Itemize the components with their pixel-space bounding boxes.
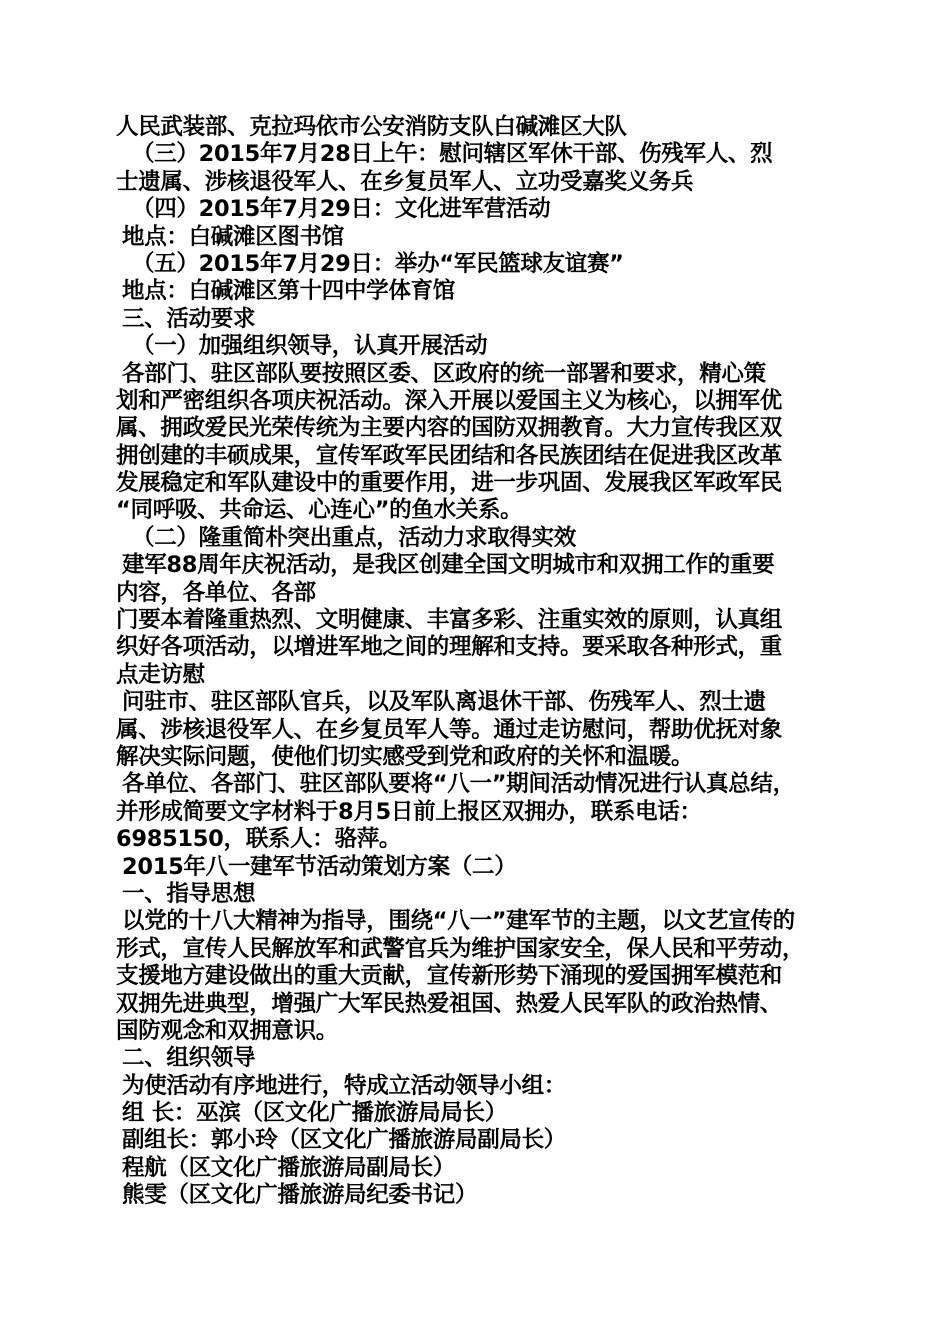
text-line: 地点：白碱滩区第十四中学体育馆: [122, 278, 456, 305]
text-line: 划和严密组织各项庆祝活动。深入开展以爱国主义为核心，以拥军优: [116, 387, 783, 414]
text-line: 问驻市、驻区部队官兵，以及军队离退休干部、伤残军人、烈士遗: [122, 689, 766, 716]
text-line: 6985150，联系人：骆萍。: [116, 826, 402, 853]
text-line: 属、涉核退役军人、在乡复员军人等。通过走访慰问，帮助优抚对象: [116, 716, 783, 743]
text-line: （四）2015年7月29日：文化进军营活动: [132, 196, 551, 223]
text-line: 属、拥政爱民光荣传统为主要内容的国防双拥教育。大力宣传我区双: [116, 415, 783, 442]
text-line: 程航（区文化广播旅游局副局长）: [122, 1154, 456, 1181]
text-line: 支援地方建设做出的重大贡献，宣传新形势下涌现的爱国拥军模范和: [116, 963, 783, 990]
text-line: 并形成简要文字材料于8月5日前上报区双拥办，联系电话：: [116, 798, 702, 825]
text-line: （五）2015年7月29日：举办“军民篮球友谊赛”: [132, 250, 624, 277]
subsection-heading: （一）加强组织领导，认真开展活动: [132, 333, 488, 360]
text-line: 门要本着隆重热烈、文明健康、丰富多彩、注重实效的原则，认真组: [116, 607, 783, 634]
text-line: 各部门、驻区部队要按照区委、区政府的统一部署和要求，精心策: [122, 360, 766, 387]
text-line: 组 长：巫滨（区文化广播旅游局局长）: [122, 1100, 507, 1127]
text-line: 士遗属、涉核退役军人、在乡复员军人、立功受嘉奖义务兵: [116, 168, 694, 195]
text-line: 各单位、各部门、驻区部队要将“八一”期间活动情况进行认真总结，: [122, 771, 795, 798]
text-line: （三）2015年7月28日上午：慰问辖区军休干部、伤残军人、烈: [132, 141, 773, 168]
text-line: 副组长：郭小玲（区文化广播旅游局副局长）: [122, 1127, 567, 1154]
section-heading: 三、活动要求: [122, 305, 256, 332]
text-line: “同呼吸、共命运、心连心”的鱼水关系。: [116, 497, 523, 524]
text-line: 人民武装部、克拉玛依市公安消防支队白碱滩区大队: [116, 114, 627, 140]
text-line: 拥创建的丰硕成果，宣传军政军民团结和各民族团结在促进我区改革: [116, 442, 783, 469]
text-line: 地点：白碱滩区图书馆: [122, 223, 345, 250]
text-line: 点走访慰: [116, 661, 205, 688]
text-line: 为使活动有序地进行，特成立活动领导小组：: [122, 1072, 567, 1099]
subsection-heading: （二）隆重简朴突出重点，活动力求取得实效: [132, 524, 577, 551]
text-line: 解决实际问题，使他们切实感受到党和政府的关怀和温暖。: [116, 743, 694, 770]
text-line: 织好各项活动，以增进军地之间的理解和支持。要采取各种形式，重: [116, 634, 783, 661]
text-line: 内容，各单位、各部: [116, 579, 316, 606]
text-line: 熊雯（区文化广播旅游局纪委书记）: [122, 1182, 478, 1209]
text-line: 双拥先进典型，增强广大军民热爱祖国、热爱人民军队的政治热情、: [116, 990, 783, 1017]
text-line: 形式，宣传人民解放军和武警官兵为维护国家安全，保人民和平劳动，: [116, 935, 805, 962]
text-line: 发展稳定和军队建设中的重要作用，进一步巩固、发展我区军政军民: [116, 470, 783, 497]
document-title: 2015年八一建军节活动策划方案（二）: [122, 853, 517, 880]
section-heading: 一、指导思想: [122, 880, 256, 907]
section-heading: 二、组织领导: [122, 1045, 256, 1072]
text-line: 建军88周年庆祝活动，是我区创建全国文明城市和双拥工作的重要: [122, 552, 775, 579]
text-line: 以党的十八大精神为指导，围绕“八一”建军节的主题，以文艺宣传的: [122, 908, 795, 935]
document-body: [116, 114, 846, 1210]
text-line: 国防观念和双拥意识。: [116, 1017, 339, 1044]
